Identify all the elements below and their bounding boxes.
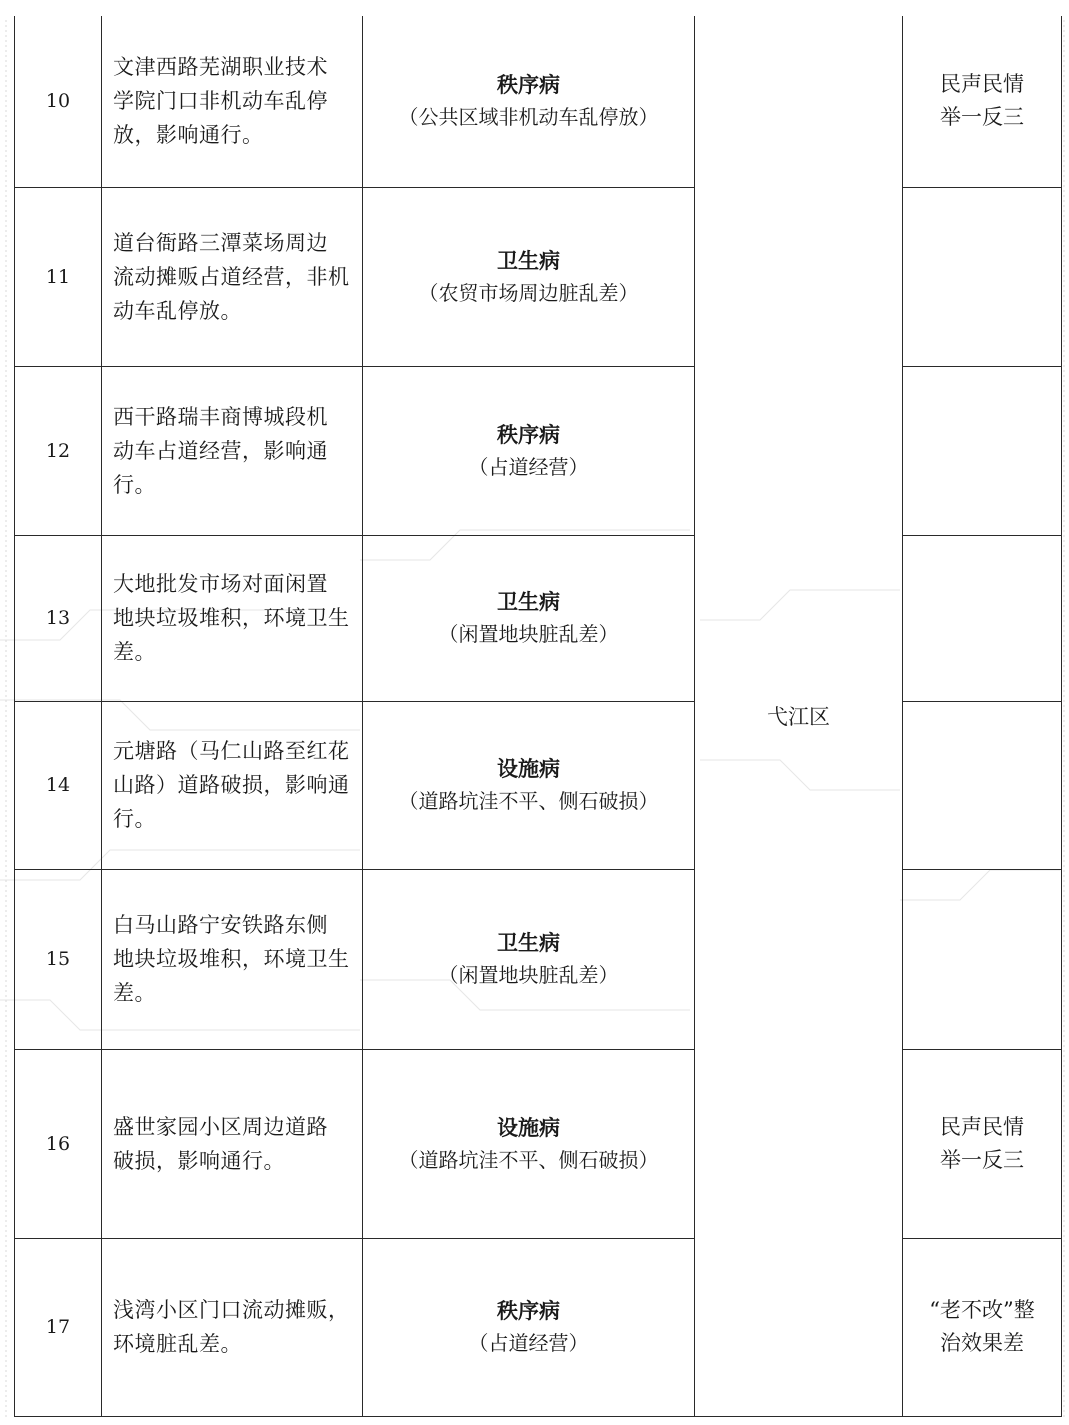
description-line: 元塘路（马仁山路至红花 [113, 739, 350, 763]
table-row [15, 16, 1062, 187]
district-cell: 弋江区 [695, 16, 903, 1416]
table-row [15, 1238, 1062, 1416]
issue-type-title: 秩序病 [497, 422, 560, 447]
issue-source [903, 366, 1062, 535]
description-line: 西干路瑞丰商博城段机 [113, 404, 328, 429]
row-number: 11 [15, 187, 102, 366]
issue-source [903, 869, 1062, 1049]
table-row [15, 701, 1062, 869]
issue-source [903, 535, 1062, 701]
row-number: 15 [15, 869, 102, 1049]
issue-source [903, 16, 1062, 187]
description-line: 差。 [113, 981, 156, 1005]
description-line: 环境脏乱差。 [113, 1332, 242, 1356]
issue-description [102, 1049, 363, 1238]
issue-subtype: （道路坑洼不平、侧石破损） [398, 1147, 659, 1172]
issue-type [363, 701, 695, 869]
description-line: 差。 [113, 640, 156, 664]
row-number: 16 [15, 1049, 102, 1238]
issue-description [102, 869, 363, 1049]
issue-type-title: 秩序病 [497, 1299, 560, 1323]
table-row [15, 187, 1062, 366]
issue-description [102, 16, 363, 187]
description-line: 浅湾小区门口流动摊贩， [113, 1298, 350, 1322]
source-line: “老不改”整 [929, 1298, 1035, 1322]
source-line: 民声民情 [940, 72, 1024, 97]
issue-source [903, 701, 1062, 869]
issue-description [102, 701, 363, 869]
description-line: 动车乱停放。 [113, 298, 242, 323]
issues-table [14, 16, 1062, 1417]
row-number: 13 [15, 535, 102, 701]
issue-subtype: （闲置地块脏乱差） [438, 622, 619, 646]
issue-type-title: 设施病 [497, 757, 560, 781]
issue-subtype: （占道经营） [468, 454, 589, 479]
issue-subtype: （闲置地块脏乱差） [438, 963, 619, 987]
issue-subtype: （道路坑洼不平、侧石破损） [398, 789, 659, 813]
issue-type [363, 187, 695, 366]
description-line: 行。 [113, 472, 156, 497]
issue-description [102, 366, 363, 535]
issue-description [102, 535, 363, 701]
description-line: 动车占道经营，影响通 [113, 438, 328, 463]
issue-source [903, 1238, 1062, 1416]
description-line: 道台衙路三潭菜场周边 [113, 230, 328, 255]
description-line: 文津西路芜湖职业技术 [113, 55, 328, 80]
issue-type-title: 秩序病 [497, 73, 560, 98]
issue-type [363, 869, 695, 1049]
description-line: 流动摊贩占道经营，非机 [113, 264, 350, 289]
description-line: 放，影响通行。 [113, 123, 264, 148]
table-row [15, 869, 1062, 1049]
description-line: 破损，影响通行。 [113, 1148, 285, 1173]
source-line: 举一反三 [940, 105, 1024, 130]
issue-subtype: （公共区域非机动车乱停放） [398, 105, 659, 130]
issue-type [363, 1049, 695, 1238]
issue-subtype: （农贸市场周边脏乱差） [418, 280, 639, 305]
issue-source [903, 187, 1062, 366]
row-number: 10 [15, 16, 102, 187]
description-line: 大地批发市场对面闲置 [113, 572, 328, 596]
issue-source [903, 1049, 1062, 1238]
issue-type-title: 卫生病 [497, 590, 560, 614]
issue-type-title: 卫生病 [497, 931, 560, 955]
issue-subtype: （占道经营） [468, 1331, 589, 1355]
issue-type [363, 16, 695, 187]
source-line: 民声民情 [940, 1114, 1024, 1139]
issue-type-title: 卫生病 [497, 248, 560, 273]
row-number: 17 [15, 1238, 102, 1416]
issue-type-title: 设施病 [497, 1115, 560, 1140]
source-line: 治效果差 [940, 1331, 1024, 1355]
description-line: 行。 [113, 807, 156, 831]
issue-description [102, 1238, 363, 1416]
description-line: 学院门口非机动车乱停 [113, 89, 328, 114]
row-number: 14 [15, 701, 102, 869]
description-line: 地块垃圾堆积，环境卫生 [113, 947, 350, 971]
row-number: 12 [15, 366, 102, 535]
table-row [15, 366, 1062, 535]
description-line: 山路）道路破损，影响通 [113, 773, 350, 797]
issue-description [102, 187, 363, 366]
issue-type [363, 1238, 695, 1416]
issue-type [363, 535, 695, 701]
description-line: 盛世家园小区周边道路 [113, 1114, 328, 1139]
description-line: 白马山路宁安铁路东侧 [113, 913, 328, 937]
table-row [15, 535, 1062, 701]
issue-type [363, 366, 695, 535]
description-line: 地块垃圾堆积，环境卫生 [113, 606, 350, 630]
table-row [15, 1049, 1062, 1238]
source-line: 举一反三 [940, 1147, 1024, 1172]
